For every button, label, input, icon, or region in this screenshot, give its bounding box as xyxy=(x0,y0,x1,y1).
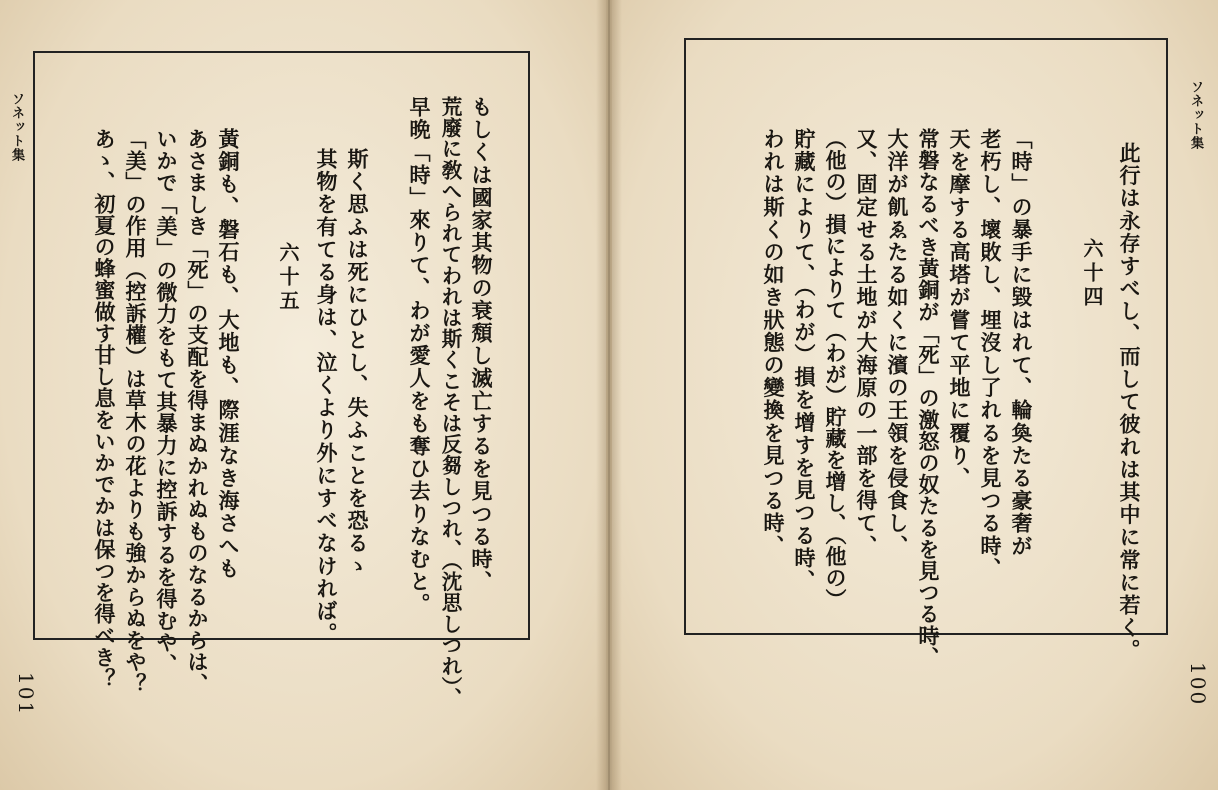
poem-line: 「美」の作用（控訴權）は草木の花よりも強からぬをや？ xyxy=(123,128,148,695)
book-gutter xyxy=(596,0,622,790)
poem-line: 荒廢に敎へられてわれは斯くこそは反芻しつれ、（沈思しつれ）、 xyxy=(438,96,462,709)
page-number: 100 xyxy=(1186,662,1210,707)
poem-line: 又、固定せる土地が大海原の一部を得て、 xyxy=(854,128,879,558)
poem-line: 天を摩する高塔が嘗て平地に覆り、 xyxy=(947,128,972,490)
poem-line: 貯藏によりて、（わが）損を增すを見つる時、 xyxy=(792,128,817,593)
poem-line: あゝ、初夏の蜂蜜做す甘し息をいかでかは保つを得べき？ xyxy=(92,128,117,690)
poem-line: 此行は永存すべし、而して彼れは其中に常に若く。 xyxy=(1117,142,1142,662)
poem-line: われは斯くの如き狀態の變換を見つる時、 xyxy=(761,128,786,558)
poem-line: 「時」の暴手に毀はれて、輪奐たる豪奢が xyxy=(1009,128,1034,558)
poem-line: もしくは國家其物の衰頽し滅亡するを見つる時、 xyxy=(469,96,494,594)
poem-line: 老朽し、壞敗し、埋沒し了れるを見つる時、 xyxy=(978,128,1003,580)
poem-line: 斯く思ふは死にひとし、失ふことを恐るゝ xyxy=(345,148,370,578)
poem-line: いかで「美」の微力をもて其暴力に控訴するを得むや、 xyxy=(154,128,179,676)
page-number: 101 xyxy=(14,672,38,717)
poem-line: 其物を有てる身は、泣くより外にすべなければ。 xyxy=(314,148,339,646)
poem-line: 早晩「時」來りて、わが愛人をも奪ひ去りなむと。 xyxy=(407,96,432,616)
sonnet-heading: 六十五 xyxy=(276,242,300,314)
sonnet-heading: 六十四 xyxy=(1080,238,1104,310)
poem-line: 常磐なるべき黃銅が「死」の激怒の奴たるを見つる時、 xyxy=(916,128,941,668)
left-page xyxy=(0,0,606,790)
right-page xyxy=(612,0,1218,790)
running-head: ソネット集 xyxy=(1188,80,1203,150)
poem-line: 黃銅も、磐石も、大地も、際涯なき海さへも xyxy=(216,128,241,580)
running-head: ソネット集 xyxy=(9,92,24,162)
poem-line: あさましき「死」の支配を得まぬかれぬものなるからは、 xyxy=(185,128,210,695)
poem-line: 大洋が飢ゑたる如くに濱の王領を侵食し、 xyxy=(885,128,910,558)
poem-line: （他の）損によりて（わが）貯藏を增し、（他の） xyxy=(823,128,848,610)
